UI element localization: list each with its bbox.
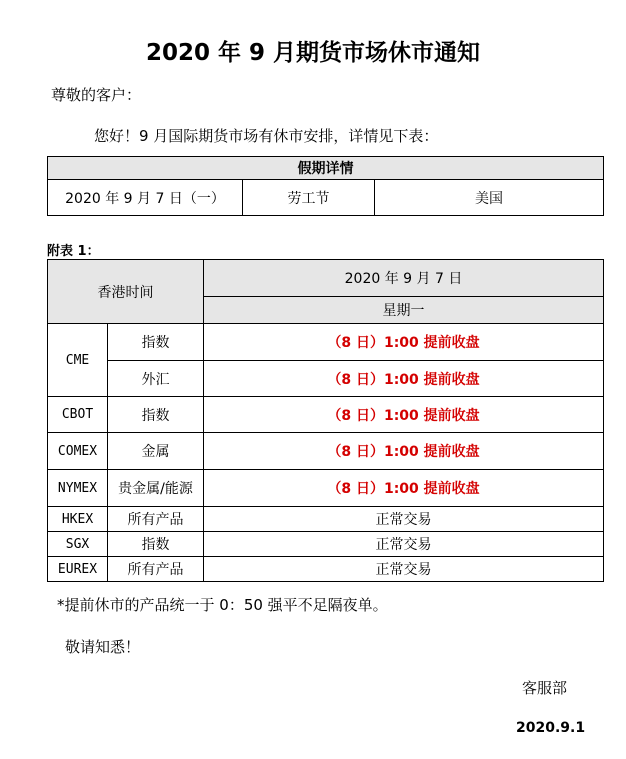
product-cell: 金属	[108, 433, 204, 470]
product-cell: 指数	[108, 324, 204, 361]
status-cell: （8 日）1:00 提前收盘	[204, 361, 604, 397]
exchange-cell: CBOT	[48, 397, 108, 433]
status-cell: （8 日）1:00 提前收盘	[204, 470, 604, 507]
exchange-cell: HKEX	[48, 507, 108, 532]
notice-date: 2020.9.1	[516, 720, 586, 736]
schedule-table	[47, 259, 604, 582]
exchange-cell: SGX	[48, 532, 108, 557]
status-cell: 正常交易	[204, 557, 604, 582]
exchange-cell: COMEX	[48, 433, 108, 470]
status-cell: （8 日）1:00 提前收盘	[204, 397, 604, 433]
status-cell: （8 日）1:00 提前收盘	[204, 433, 604, 470]
footnote: *提前休市的产品统一于 0：50 强平不足隔夜单。	[57, 596, 388, 614]
holiday-table-header: 假期详情	[48, 157, 604, 180]
product-cell: 外汇	[108, 361, 204, 397]
status-cell: （8 日）1:00 提前收盘	[204, 324, 604, 361]
product-cell: 所有产品	[108, 557, 204, 582]
holiday-name: 劳工节	[243, 180, 375, 216]
annex-label: 附表 1：	[47, 244, 100, 259]
hk-time-header: 香港时间	[48, 260, 204, 324]
exchange-cell: CME	[48, 324, 108, 397]
exchange-cell: NYMEX	[48, 470, 108, 507]
product-cell: 贵金属/能源	[108, 470, 204, 507]
date-header: 2020 年 9 月 7 日	[204, 260, 604, 297]
exchange-cell: EUREX	[48, 557, 108, 582]
department-signature: 客服部	[522, 679, 568, 697]
greeting: 尊敬的客户：	[51, 86, 142, 104]
intro-text: 您好！9 月国际期货市场有休市安排，详情见下表：	[94, 127, 439, 145]
status-cell: 正常交易	[204, 532, 604, 557]
closing-text: 敬请知悉！	[65, 638, 141, 656]
holiday-table	[47, 156, 604, 216]
product-cell: 指数	[108, 532, 204, 557]
holiday-country: 美国	[375, 180, 604, 216]
holiday-date: 2020 年 9 月 7 日（一）	[48, 180, 243, 216]
product-cell: 所有产品	[108, 507, 204, 532]
product-cell: 指数	[108, 397, 204, 433]
status-cell: 正常交易	[204, 507, 604, 532]
weekday-header: 星期一	[204, 297, 604, 324]
page-title: 2020 年 9 月期货市场休市通知	[145, 40, 481, 66]
